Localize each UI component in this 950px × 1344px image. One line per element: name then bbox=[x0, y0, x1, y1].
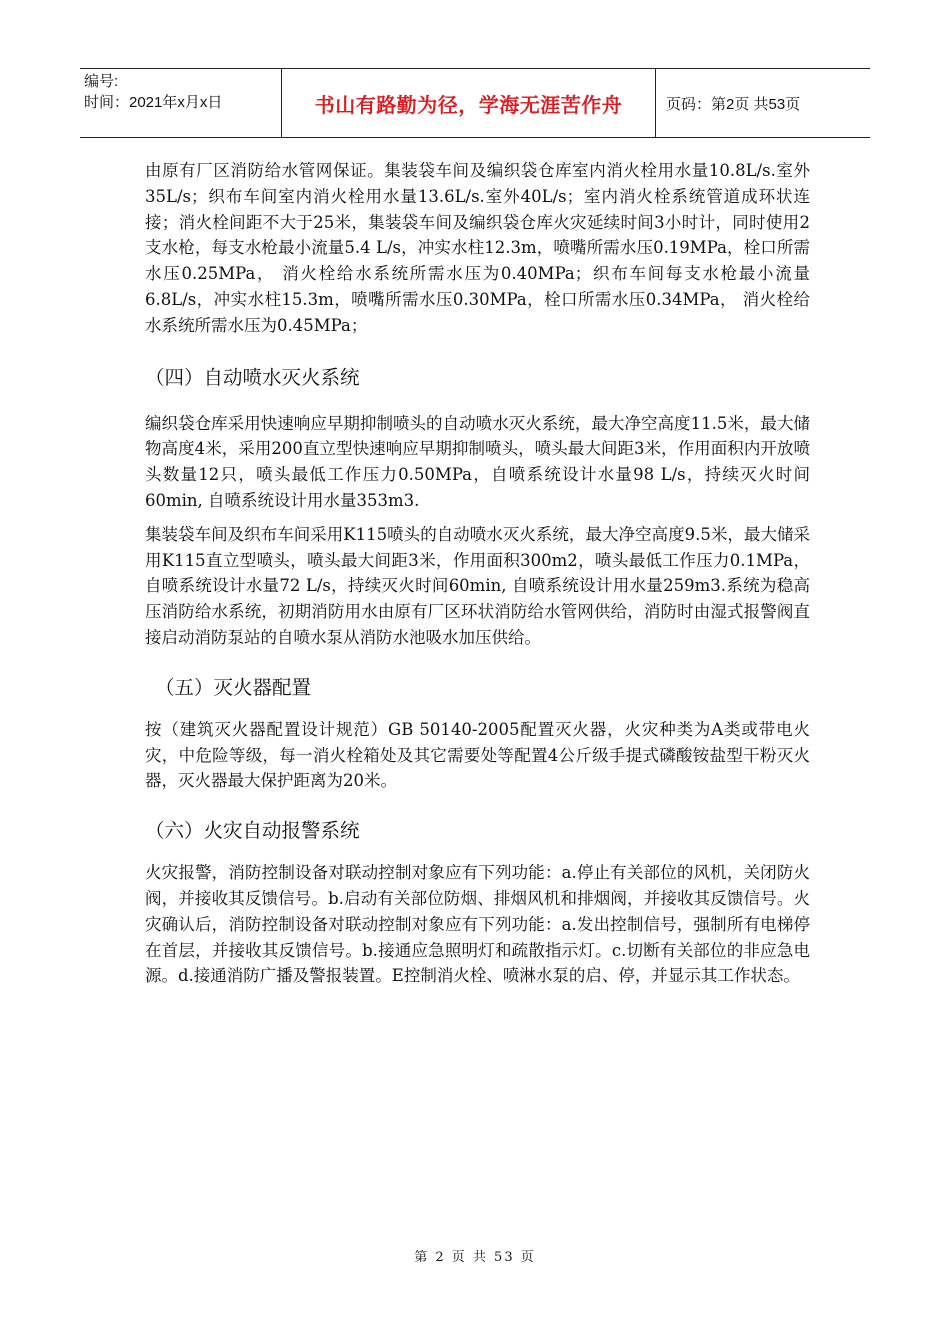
paragraph-sprinkler-workshop: 集装袋车间及织布车间采用K115喷头的自动喷水灭火系统，最大净空高度9.5米，最大储采用K115直立型喷头，喷头最大间距3米，作用面积300m2，喷头最低工作压力0.1MPa，自喷系统设计水量72 L/s，持续灭火时间60min, 自喷系统设计用水量259m3.系统为稳高压消防给水系统，初期消防用水由原有厂区环状消防给水管网供给，消防时由湿式报警阀直接启动消防泵站的自喷水泵从消防水池吸水加压供给。 bbox=[145, 524, 810, 647]
paragraph-extinguisher: 按（建筑灭火器配置设计规范）GB 50140-2005配置灭火器，火灾种类为A类或带电火灾，中危险等级，每一消火栓箱处及其它需要处等配置4公斤级手提式磷酸铵盐型干粉灭火器，灭火器最大保护距离为20米。 bbox=[145, 719, 810, 791]
paragraph-fire-alarm: 火灾报警，消防控制设备对联动控制对象应有下列功能：a.停止有关部位的风机，关闭防火阀，并接收其反馈信号。b.启动有关部位防烟、排烟风机和排烟阀，并接收其反馈信号。火灾确认后，消防控制设备对联动控制对象应有下列功能：a.发出控制信号，强制所有电梯停在首层，并接收其反馈信号。b.接通应急照明灯和疏散指示灯。c.切断有关部位的非应急电源。d.接通消防广播及警报装置。E控制消火栓、喷淋水泵的启、停，并显示其工作状态。 bbox=[145, 863, 810, 986]
header-meta bbox=[80, 69, 282, 137]
header-page-info: 页码：第2页 共53页 bbox=[666, 95, 801, 113]
section-heading-sprinkler: （四）自动喷水灭火系统 bbox=[145, 365, 360, 389]
document-code: 编号: bbox=[84, 73, 119, 90]
paragraph-hydrant-water: 由原有厂区消防给水管网保证。集装袋车间及编织袋仓库室内消火栓用水量10.8L/s.室外35L/s；织布车间室内消火栓用水量13.6L/s.室外40L/s；室内消火栓系统管道成环状连接；消火栓间距不大于25米，集装袋车间及编织袋仓库火灾延续时间3小时计，同时使用2支水枪，每支水枪最小流量5.4 L/s，冲实水柱12.3m，喷嘴所需水压0.19MPa，栓口所需水压0.25MPa， 消火栓给水系统所需水压为0.40MPa；织布车间每支水枪最小流量6.8L/s，冲实水柱15.3m，喷嘴所需水压0.30MPa，栓口所需水压0.34MPa， 消火栓给水系统所需水压为0.45MPa； bbox=[145, 161, 810, 335]
page-footer: 第 2 页 共 53 页 bbox=[414, 1250, 536, 1265]
section-heading-extinguisher: （五）灭火器配置 bbox=[155, 675, 312, 699]
section-heading-fire-alarm: （六）火灾自动报警系统 bbox=[145, 819, 360, 843]
document-date: 时间：2021年x月x日 bbox=[84, 94, 223, 111]
header-motto: 书山有路勤为径，学海无涯苦作舟 bbox=[282, 69, 656, 137]
paragraph-sprinkler-warehouse: 编织袋仓库采用快速响应早期抑制喷头的自动喷水灭火系统，最大净空高度11.5米，最大储物高度4米，采用200直立型快速响应早期抑制喷头，喷头最大间距3米，作用面积内开放喷头数量12只，喷头最低工作压力0.50MPa，自喷系统设计水量98 L/s，持续灭火时间60min, 自喷系统设计用水量353m3. bbox=[145, 413, 810, 510]
document-body bbox=[145, 158, 810, 997]
page-header bbox=[80, 68, 870, 138]
